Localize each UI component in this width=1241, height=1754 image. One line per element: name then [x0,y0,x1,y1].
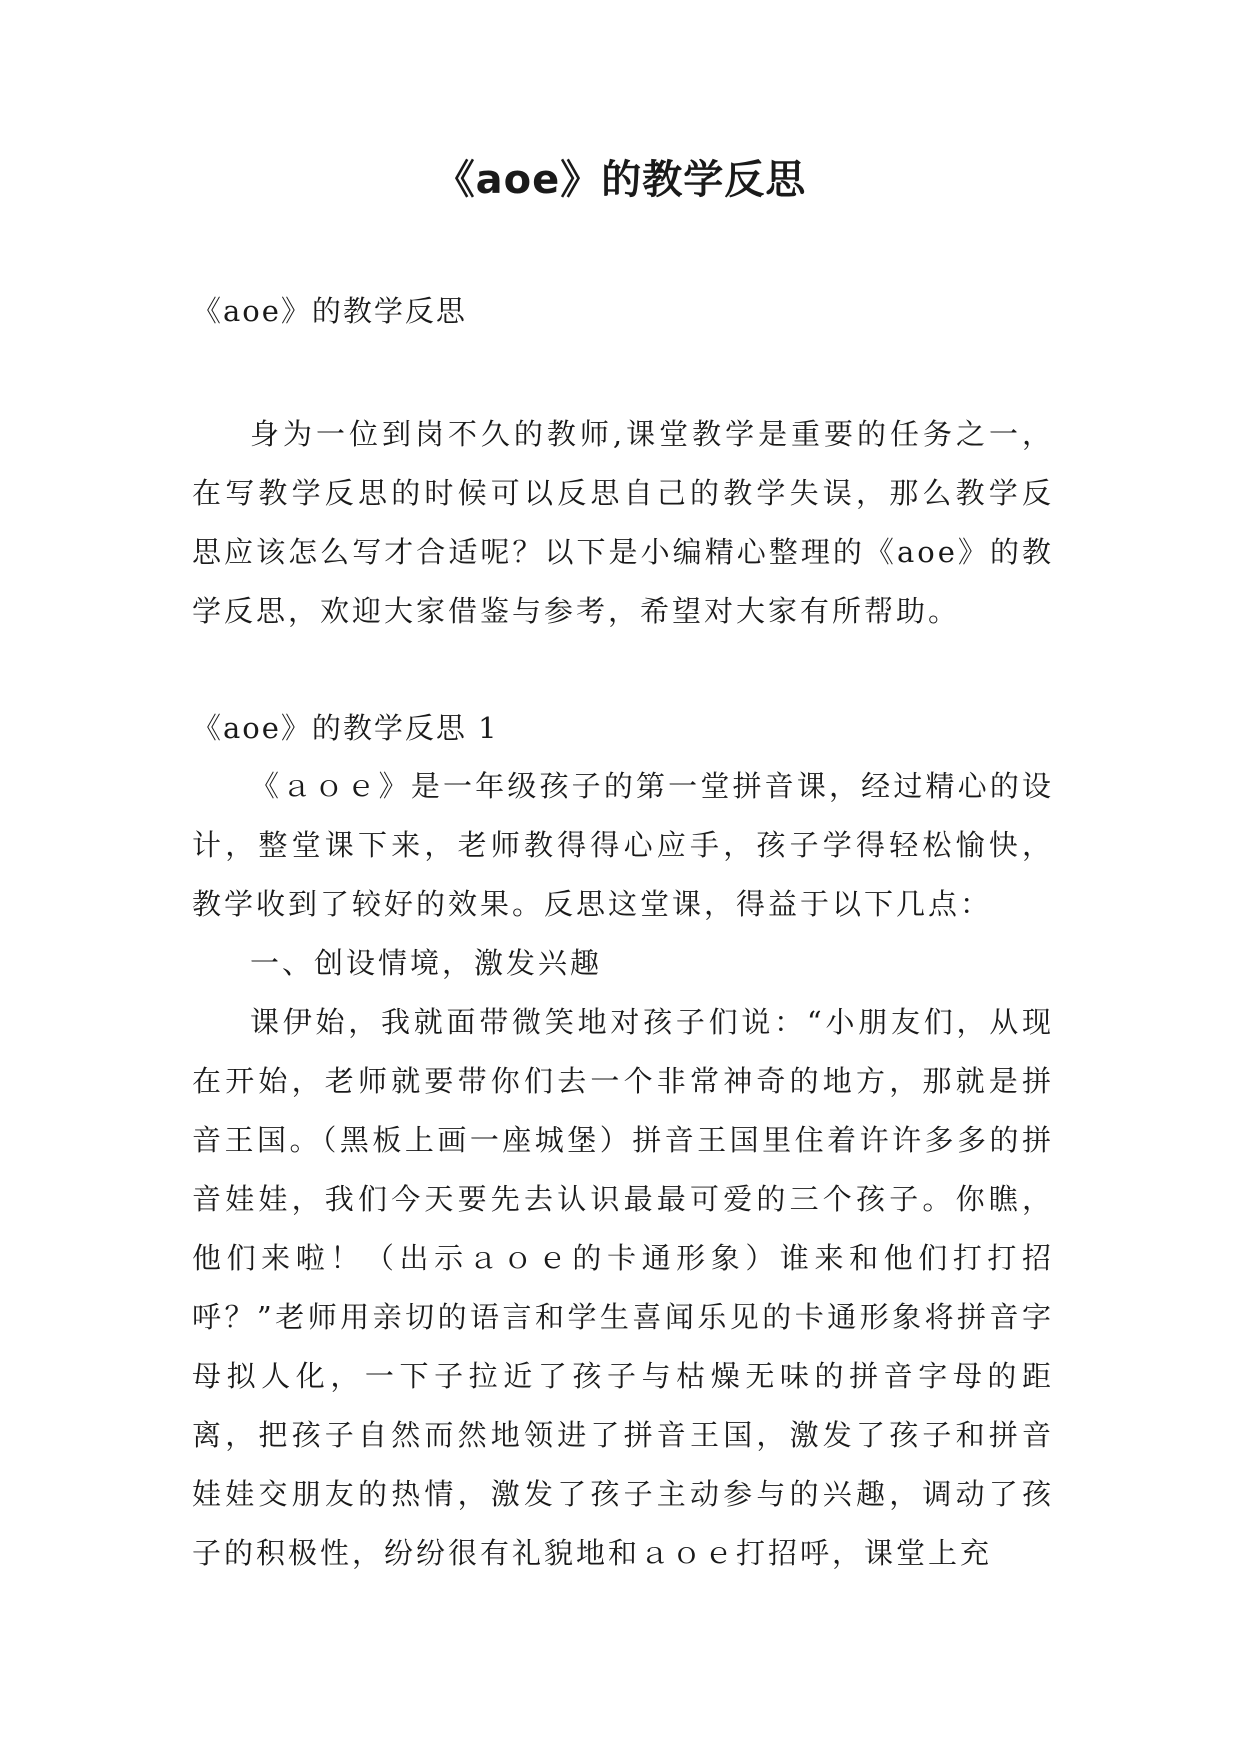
document-subtitle: 《aoe》的教学反思 [192,294,467,328]
intro-block [192,405,1054,641]
intro-paragraph: 身为一位到岗不久的教师,课堂教学是重要的任务之一，在写教学反思的时候可以反思自己的教学失误，那么教学反思应该怎么写才合适呢？以下是小编精心整理的《aoe》的教学反思，欢迎大家借鉴与参考，希望对大家有所帮助。 [192,417,1054,628]
body-paragraph: 《ａｏｅ》是一年级孩子的第一堂拼音课，经过精心的设计，整堂课下来，老师教得得心应手，孩子学得轻松愉快，教学收到了较好的效果。反思这堂课，得益于以下几点： [192,769,1054,921]
body-paragraph: 课伊始，我就面带微笑地对孩子们说：“小朋友们，从现在开始，老师就要带你们去一个非常神奇的地方，那就是拼音王国。（黑板上画一座城堡）拼音王国里住着许许多多的拼音娃娃，我们今天要先去认识最最可爱的三个孩子。你瞧，他们来啦！（出示ａｏｅ的卡通形象）谁来和他们打打招呼？”老师用亲切的语言和学生喜闻乐见的卡通形象将拼音字母拟人化，一下子拉近了孩子与枯燥无味的拼音字母的距离，把孩子自然而然地领进了拼音王国，激发了孩子和拼音娃娃交朋友的热情，激发了孩子主动参与的兴趣，调动了孩子的积极性，纷纷很有礼貌地和ａｏｅ打招呼，课堂上充 [192,1005,1054,1570]
section-subheading: 一、创设情境，激发兴趣 [250,946,603,980]
section-body [192,757,1054,1583]
document-title: 《aoe》的教学反思 [434,157,807,203]
section-heading: 《aoe》的教学反思 1 [192,711,499,745]
